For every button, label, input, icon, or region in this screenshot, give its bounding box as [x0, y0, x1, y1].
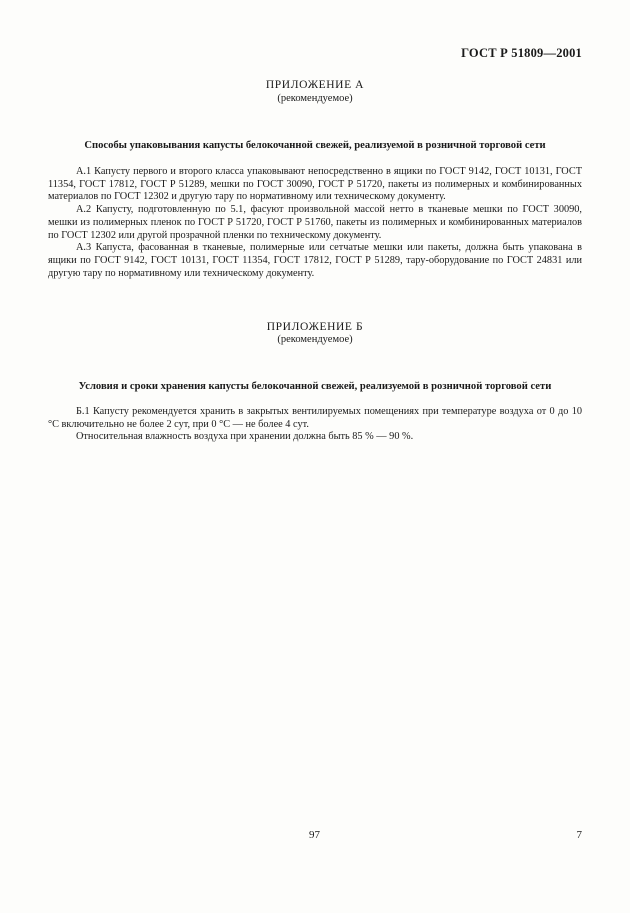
- paragraph-a3: А.3 Капуста, фасованная в тканевые, полимерные или сетчатые мешки или пакеты, должна быть упакована в ящики по ГОСТ 9142, ГОСТ 10131, ГОСТ 11354, ГОСТ 17812, ГОСТ Р 51289, тару-оборудование по ГОСТ 24831 или другую тару по нормативному или техническому документу.: [48, 242, 582, 279]
- appendix-b-subtitle: (рекомендуемое): [277, 334, 353, 345]
- paragraph-b2: Относительная влажность воздуха при хранении должна быть 85 % — 90 %.: [76, 431, 414, 443]
- paragraph-b1: Б.1 Капусту рекомендуется хранить в закрытых вентилируемых помещениях при температуре воздуха от 0 до 10 °С включительно не более 2 сут, при 0 °С — не более 4 сут.: [48, 406, 582, 430]
- paragraph-a2: А.2 Капусту, подготовленную по 5.1, фасуют произвольной массой нетто в тканевые мешки по ГОСТ 30090, мешки из полимерных пленок по ГОСТ Р 51720, ГОСТ Р 51760, пакеты из полимерных и комбинированных материалов по ГОСТ 12302 или другой прозрачной пленки по техническому документу.: [48, 204, 582, 241]
- appendix-a-title: ПРИЛОЖЕНИЕ А: [265, 79, 365, 91]
- sheet-number: 7: [576, 829, 582, 841]
- appendix-b-heading: Условия и сроки хранения капусты белокочанной свежей, реализуемой в розничной торговой сети: [78, 381, 552, 392]
- paragraph-a1: А.1 Капусту первого и второго класса упаковывают непосредственно в ящики по ГОСТ 9142, ГОСТ 10131, ГОСТ 11354, ГОСТ 17812, ГОСТ Р 51289, мешки по ГОСТ 30090, ГОСТ Р 51720, пакеты из полимерных и комбинированных материалов по ГОСТ 12302 и другую тару по нормативному или техническому документу.: [48, 166, 582, 203]
- appendix-b-title: ПРИЛОЖЕНИЕ Б: [266, 321, 364, 333]
- appendix-a-body: [48, 166, 582, 280]
- appendix-a-subtitle: (рекомендуемое): [277, 93, 353, 104]
- appendix-b-body: [48, 406, 582, 444]
- appendix-a-heading: Способы упаковывания капусты белокочанной свежей, реализуемой в розничной торговой сети: [84, 140, 546, 151]
- page-number: 97: [309, 829, 320, 841]
- standard-code: ГОСТ Р 51809—2001: [461, 46, 582, 60]
